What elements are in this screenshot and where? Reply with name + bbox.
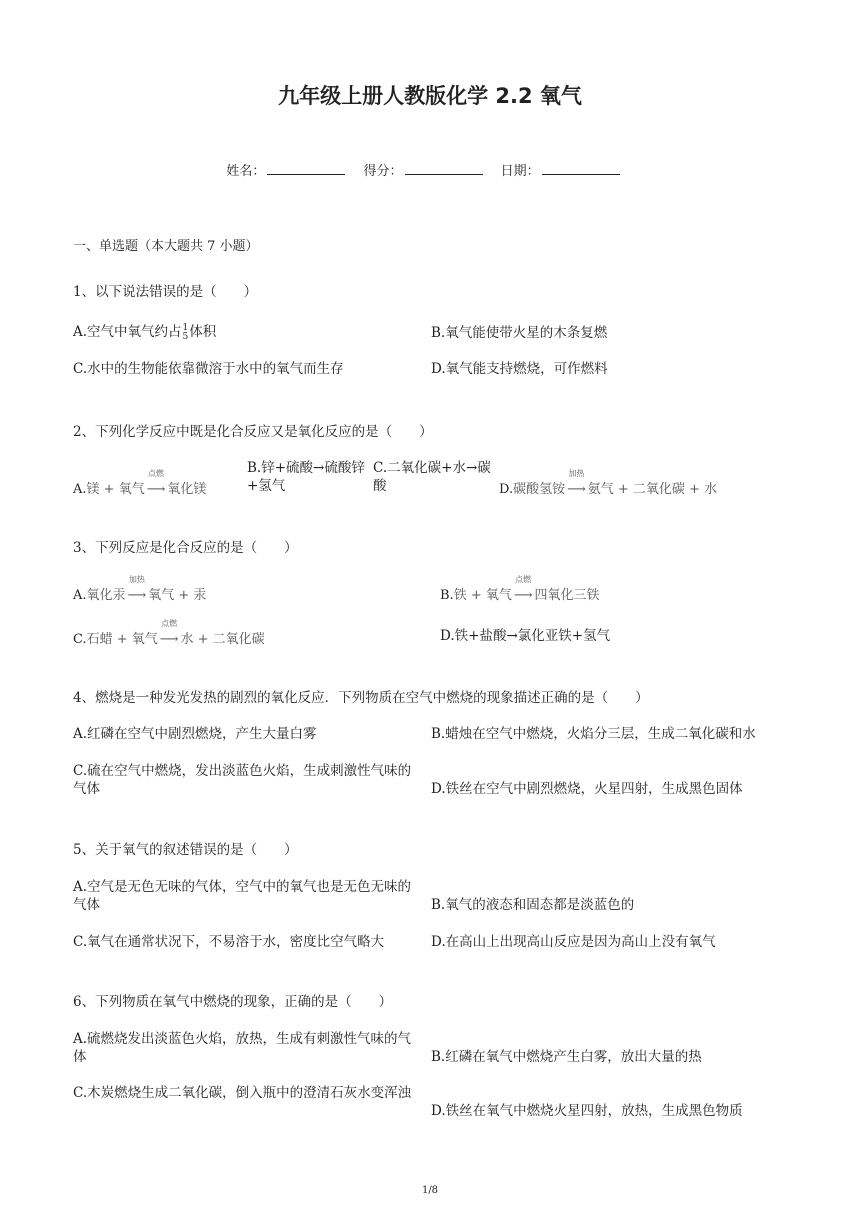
option-label: A. <box>73 482 87 497</box>
name-blank[interactable] <box>267 161 345 175</box>
name-label: 姓名： <box>226 164 266 179</box>
equation-products: 氧化镁 <box>167 482 207 497</box>
fraction-numerator: 1 <box>182 322 189 333</box>
question-6-option-c[interactable]: C.木炭燃烧生成二氧化碳，倒入瓶中的澄清石灰水变浑浊 <box>73 1085 412 1101</box>
question-3-stem: 3、下列反应是化合反应的是（ ） <box>73 540 298 556</box>
question-6-option-b[interactable]: B.红磷在氧气中燃烧产生白雾，放出大量的热 <box>431 1049 702 1065</box>
reaction-arrow: 点燃 ⟶ <box>159 619 179 647</box>
question-1-option-c[interactable]: C.水中的生物能依靠微溶于水中的氧气而生存 <box>73 361 344 377</box>
reaction-condition: 加热 <box>128 575 145 584</box>
question-2-option-a[interactable] <box>73 469 207 497</box>
question-2-option-b[interactable]: B.锌+硫酸→硫酸锌+氢气 <box>247 460 365 494</box>
reaction-arrow: 点燃 ⟶ <box>513 575 533 603</box>
reaction-condition: 加热 <box>568 469 585 478</box>
question-2-option-d[interactable] <box>499 469 718 497</box>
reaction-condition: 点燃 <box>161 619 178 628</box>
option-label: B. <box>440 588 454 603</box>
question-5-option-a[interactable]: A.空气是无色无味的气体，空气中的氧气也是无色无味的气体 <box>73 879 412 913</box>
date-label: 日期： <box>500 164 540 179</box>
equation-reactants: 铁 + 氧气 <box>453 588 512 603</box>
option-label: A. <box>73 588 87 603</box>
question-1-option-d[interactable]: D.氧气能支持燃烧，可作燃料 <box>431 361 608 377</box>
fraction-denominator: 5 <box>182 331 189 342</box>
equation-products: 水 + 二氧化碳 <box>180 632 265 647</box>
question-4-option-a[interactable]: A.红磷在空气中剧烈燃烧，产生大量白雾 <box>73 726 317 742</box>
reaction-condition: 点燃 <box>148 469 165 478</box>
question-5-option-d[interactable]: D.在高山上出现高山反应是因为高山上没有氧气 <box>431 934 716 950</box>
equation-products: 氨气 + 二氧化碳 + 水 <box>587 482 718 497</box>
question-1-option-b[interactable]: B.氧气能使带火星的木条复燃 <box>431 325 608 341</box>
question-5-option-c[interactable]: C.氧气在通常状况下，不易溶于水，密度比空气略大 <box>73 934 385 950</box>
question-4-option-c[interactable]: C.硫在空气中燃烧，发出淡蓝色火焰，生成刺激性气味的气体 <box>73 763 412 797</box>
reaction-arrow: 加热 ⟶ <box>567 469 586 497</box>
option-label: D. <box>499 482 514 497</box>
reaction-arrow: 加热 ⟶ <box>127 575 147 603</box>
question-2-option-c[interactable]: C.二氧化碳+水→碳酸 <box>373 460 491 494</box>
reaction-arrow: 点燃 ⟶ <box>146 469 166 497</box>
question-1-option-a[interactable] <box>73 323 216 342</box>
option-text: 体积 <box>189 324 217 340</box>
option-label: C. <box>73 632 87 647</box>
section-heading: 一、单选题（本大题共 7 小题） <box>73 239 259 254</box>
question-6-option-d[interactable]: D.铁丝在氧气中燃烧火星四射，放热，生成黑色物质 <box>431 1103 743 1119</box>
question-3-option-a[interactable] <box>73 575 207 603</box>
question-6-option-a[interactable]: A.硫燃烧发出淡蓝色火焰，放热，生成有刺激性气味的气体 <box>73 1031 412 1065</box>
question-3-option-b[interactable] <box>440 575 600 603</box>
question-5-stem: 5、关于氧气的叙述错误的是（ ） <box>73 842 298 858</box>
question-2-stem: 2、下列化学反应中既是化合反应又是氧化反应的是（ ） <box>73 424 433 440</box>
question-1-stem: 1、以下说法错误的是（ ） <box>73 284 258 300</box>
question-4-option-b[interactable]: B.蜡烛在空气中燃烧，火焰分三层，生成二氧化碳和水 <box>431 726 756 742</box>
page-title: 九年级上册人教版化学 2.2 氧气 <box>278 84 582 108</box>
reaction-condition: 点燃 <box>515 575 532 584</box>
score-blank[interactable] <box>405 161 483 175</box>
option-text: A.空气中氧气约占 <box>73 324 182 340</box>
question-4-stem: 4、燃烧是一种发光发热的剧烈的氧化反应．下列物质在空气中燃烧的现象描述正确的是（ ） <box>73 690 649 706</box>
equation-reactants: 氧化汞 <box>86 588 126 603</box>
equation-products: 氧气 + 汞 <box>148 588 207 603</box>
equation-reactants: 石蜡 + 氧气 <box>86 632 158 647</box>
page-number: 1/8 <box>421 1185 439 1196</box>
student-info-line <box>0 160 860 179</box>
equation-products: 四氧化三铁 <box>534 588 600 603</box>
date-blank[interactable] <box>542 161 620 175</box>
fraction <box>183 324 189 342</box>
question-3-option-c[interactable] <box>73 619 265 647</box>
equation-reactants: 镁 + 氧气 <box>86 482 145 497</box>
question-6-stem: 6、下列物质在氧气中燃烧的现象，正确的是（ ） <box>73 994 393 1010</box>
question-3-option-d[interactable]: D.铁+盐酸→氯化亚铁+氢气 <box>440 628 611 644</box>
equation-reactants: 碳酸氢铵 <box>513 482 566 497</box>
question-5-option-b[interactable]: B.氧气的液态和固态都是淡蓝色的 <box>431 897 635 913</box>
question-4-option-d[interactable]: D.铁丝在空气中剧烈燃烧，火星四射，生成黑色固体 <box>431 781 743 797</box>
score-label: 得分： <box>363 164 403 179</box>
